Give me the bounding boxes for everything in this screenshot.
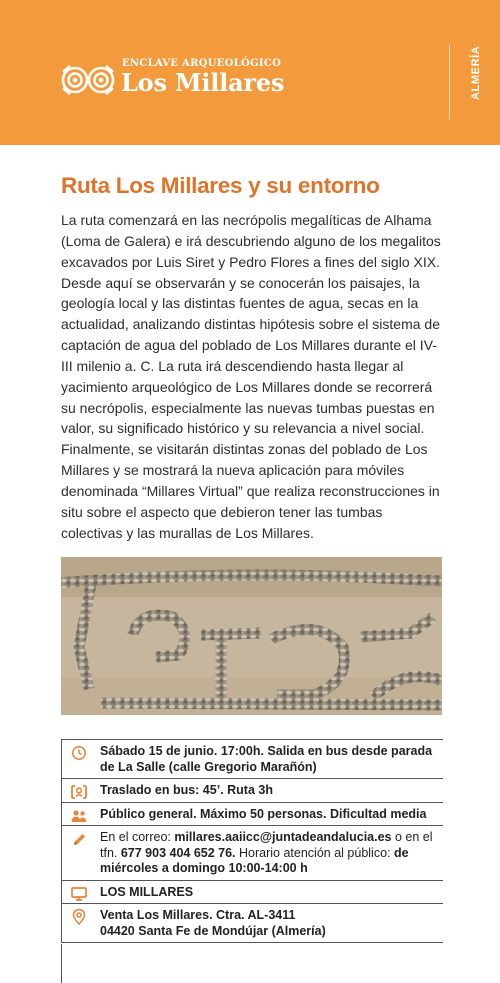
logo-title: Los Millares (121, 68, 285, 97)
bus-icon (70, 784, 88, 800)
date-text: Sábado 15 de junio. 17:00h. Salida en bus desde parada de La Salle (calle Gregorio Marañón) (100, 744, 433, 774)
transfer-row (62, 779, 443, 803)
contact-intro: En el correo: (100, 830, 175, 844)
contact-hours-intro: Horario atención al público: (235, 845, 394, 860)
event-info-table (61, 739, 443, 943)
clock-icon (70, 745, 88, 761)
address-text (62, 904, 443, 942)
contact-phone-intro: o en el tfn. (100, 830, 433, 860)
monitor-icon (70, 886, 88, 902)
address-line-1: Venta Los Millares. Ctra. AL-3411 (100, 908, 296, 922)
transfer-text: Traslado en bus: 45’. Ruta 3h (100, 783, 273, 797)
date-row (62, 740, 443, 779)
location-pin-icon (70, 909, 88, 925)
contact-hours: de miércoles a domingo 10:00-14:00 h (100, 845, 409, 875)
excavated-stone-walls-photo (61, 557, 442, 715)
province-label: ALMERÍA (470, 45, 482, 100)
address-line-2: 04420 Santa Fe de Mondújar (Almería) (100, 923, 326, 938)
people-icon (70, 808, 88, 824)
contact-email[interactable]: millares.aaiicc@juntadeandalucia.es (174, 830, 392, 844)
contact-text (62, 826, 443, 880)
page-title: Ruta Los Millares y su entorno (61, 173, 380, 198)
venue-text: LOS MILLARES (100, 884, 194, 899)
contact-phone[interactable]: 677 903 404 652 76. (120, 845, 236, 860)
route-description: La ruta comenzará en las necrópolis megalíticas de Alhama (Loma de Galera) e irá descubriendo alguno de los megalitos excavados por Luis Siret y Pedro Flores a fines del siglo XIX. Desde aquí se observarán y se conocerán los paisajes, la geología local y las distintas fuentes de agua, secas en la actualidad, analizando distintas hipótesis sobre el sistema de captación de agua del poblado de Los Millares durante el IV-III milenio a. C. La ruta irá descendiendo hasta llegar al yacimiento arqueológico de Los Millares donde se recorrerá su necrópolis, especialmente las nuevas tumbas puestas en valor, su significado histórico y su relevancia a nivel social. Finalmente, se visitarán distintas zonas del poblado de Los Millares y se mostrará la nueva aplicación para móviles denominada “Millares Virtual” que realiza reconstrucciones in situ sobre el aspecto que debieron tener las tumbas colectivas y las murallas de Los Millares. (61, 212, 441, 541)
venue-row (62, 881, 443, 905)
logo-subtitle: ENCLAVE ARQUEOLÓGICO (122, 58, 282, 69)
audience-row (62, 803, 443, 827)
pencil-icon (70, 831, 88, 847)
header-banner (0, 0, 500, 145)
address-row (62, 904, 443, 943)
double-spiral-idol-icon (60, 62, 116, 98)
contact-row (62, 826, 443, 881)
audience-text: Público general. Máximo 50 personas. Dificultad media (100, 806, 427, 821)
header-divider (449, 45, 450, 120)
table-left-rule (61, 944, 62, 983)
